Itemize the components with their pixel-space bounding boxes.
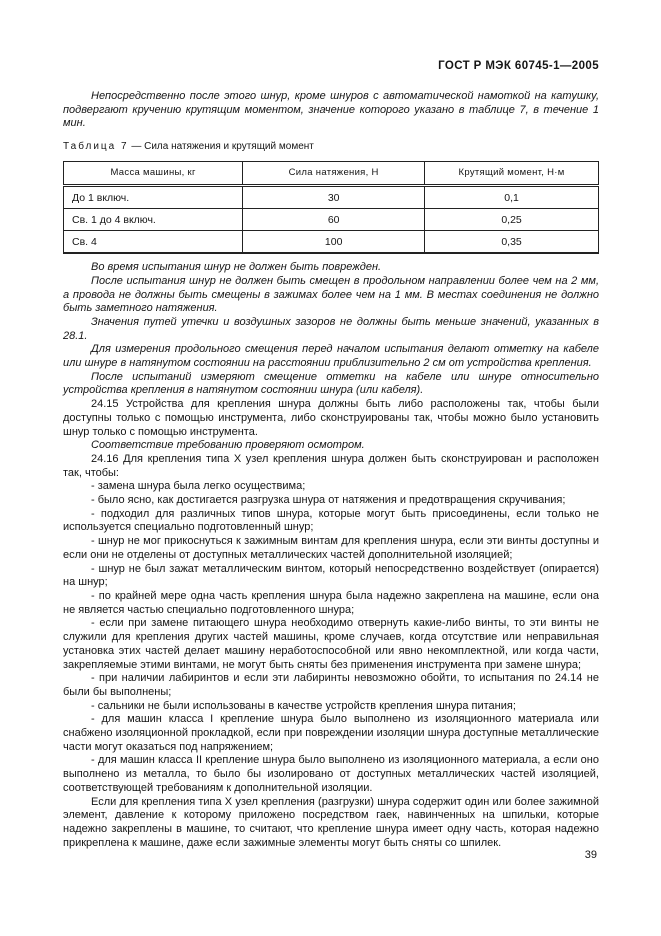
table-cell-mass: До 1 включ. <box>64 186 243 209</box>
body-paragraph: Соответствие требованию проверяют осмотром. <box>91 439 365 452</box>
intro-paragraph: Непосредственно после этого шнур, кроме шнуров с автоматической намоткой на катушку, подвергают кручению крутящим моментом, значение которого указано в таблице 7, в течение 1 мин. <box>63 90 599 130</box>
table-cell-mass: Св. 1 до 4 включ. <box>64 209 243 231</box>
table-cell-torque: 0,35 <box>425 231 599 254</box>
list-item-paragraph: - для машин класса II крепление шнура было выполнено из изоляционного материала, а если оно выполнено из металла, то было бы изолировано от доступных металлических частей изоляцией, соответствующей требованиям к дополнительной изоляции. <box>63 754 599 794</box>
body-paragraph: Значения путей утечки и воздушных зазоров не должны быть меньше значений, указанных в 28.1. <box>63 315 599 342</box>
table-cell-tension: 60 <box>243 209 425 231</box>
body-text-block <box>63 261 599 850</box>
body-paragraph: Если для крепления типа X узел крепления (разгрузки) шнура содержит один или более зажимной элемент, давление к которому приложено посредством гаек, навинченных на шпильки, которые надежно закреплены в машине, то считают, что крепление шнура имеет одну часть, которая надежно прикреплена к машине, даже если зажимные элементы могут быть сняты со шпилек. <box>63 795 599 849</box>
body-paragraph: Для измерения продольного смещения перед началом испытания делают отметку на кабеле или шнуре в натянутом состоянии на расстоянии приблизительно 2 см от устройства крепления. <box>63 343 599 370</box>
body-paragraph: После испытания шнур не должен быть смещен в продольном направлении более чем на 2 мм, а провода не должны быть смещены в зажимах более чем на 1 мм. В местах соединения не должно быть заметного натяжения. <box>63 274 599 315</box>
table-row <box>64 209 599 231</box>
column-header-torque: Крутящий момент, Н·м <box>425 162 599 186</box>
body-paragraph: Во время испытания шнур не должен быть поврежден. <box>91 261 382 274</box>
list-item-paragraph: - при наличии лабиринтов и если эти лабиринты невозможно обойти, то испытания по 24.14 не были бы выполнены; <box>63 672 599 698</box>
clause-24-16-paragraph: 24.16 Для крепления типа X узел крепления шнура должен быть сконструирован и расположен так, чтобы: <box>63 452 599 479</box>
table-cell-tension: 30 <box>243 186 425 209</box>
column-header-mass: Масса машины, кг <box>64 162 243 186</box>
table-row <box>64 231 599 254</box>
body-paragraph: После испытаний измеряют смещение отметки на кабеле или шнуре относительно устройства крепления в натянутом состоянии шнура (или кабеля). <box>63 370 599 397</box>
table-cell-tension: 100 <box>243 231 425 254</box>
list-item-paragraph: - шнур не мог прикоснуться к зажимным винтам для крепления шнура, если эти винты доступны и если они не отделены от доступных металлических частей дополнительной изоляцией; <box>63 535 599 561</box>
list-item-paragraph: - подходил для различных типов шнура, которые могут быть присоединены, если только не используется специально подготовленный шнур; <box>63 507 599 534</box>
list-item-paragraph: - сальники не были использованы в качестве устройств крепления шнура питания; <box>91 699 516 712</box>
table-header-row <box>64 162 599 186</box>
list-item-paragraph: - шнур не был зажат металлическим винтом, который непосредственно воздействует (опирается) на шнур; <box>63 562 599 589</box>
table-caption <box>63 141 599 152</box>
table-cell-torque: 0,25 <box>425 209 599 231</box>
clause-24-15-paragraph: 24.15 Устройства для крепления шнура должны быть либо расположены так, чтобы были доступны только с помощью инструмента, либо сконструированы так, чтобы можно было установить шнур только с помощью инструмента. <box>63 398 599 438</box>
list-item-paragraph: - для машин класса I крепление шнура было выполнено из изоляционного материала или снабжено изоляционной прокладкой, если при повреждении изоляции шнура доступные металлические части могут оказаться под напряжением; <box>63 713 599 753</box>
list-item-paragraph: - было ясно, как достигается разгрузка шнура от натяжения и предотвращения скручивания; <box>91 494 566 507</box>
table-row <box>64 186 599 209</box>
standard-code-header: ГОСТ Р МЭК 60745-1—2005 <box>438 60 599 72</box>
table-caption-title: — Сила натяжения и крутящий момент <box>131 141 314 153</box>
list-item-paragraph: - по крайней мере одна часть крепления шнура была надежно закреплена на машине, если она не является частью специально подготовленного шнура; <box>63 589 599 616</box>
table-caption-label: Таблица 7 <box>63 141 129 153</box>
list-item-paragraph: - если при замене питающего шнура необходимо отвернуть какие-либо винты, то эти винты не служили для крепления других частей машины, кроме случаев, когда отсутствие или неправильная установка этих частей делает машину неработоспособной или явно некомплектной, или когда части, закрепляемые этими винтами, не могут быть сняты без применения инструмента при замене шнура; <box>63 617 599 671</box>
tension-torque-table <box>63 161 599 254</box>
list-item-paragraph: - замена шнура была легко осуществима; <box>91 480 306 493</box>
table-cell-mass: Св. 4 <box>64 231 243 254</box>
table-cell-torque: 0,1 <box>425 186 599 209</box>
page-number: 39 <box>584 849 597 861</box>
column-header-tension: Сила натяжения, Н <box>243 162 425 186</box>
